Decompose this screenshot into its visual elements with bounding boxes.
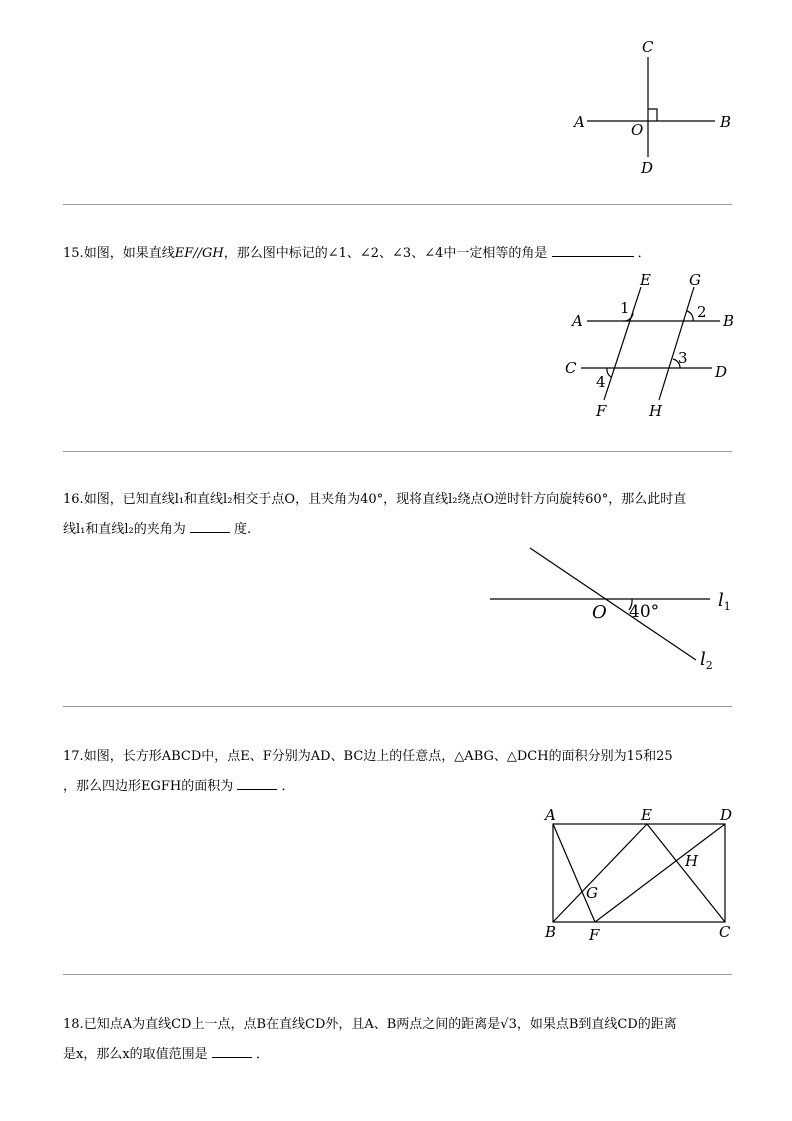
label-b: B (545, 923, 557, 941)
q17-number: 17. (63, 749, 84, 764)
angle-2-arc (687, 311, 693, 321)
q17-line-1 (63, 742, 733, 772)
q16-number: 16. (63, 492, 84, 507)
divider-2 (63, 451, 732, 452)
label-h: H (649, 402, 663, 420)
angle-4-arc (607, 368, 611, 377)
question-16 (63, 485, 733, 545)
q17-line-2 (63, 772, 733, 802)
label-d: D (720, 806, 733, 824)
segment-af (553, 824, 595, 922)
q15-math: EF//GH (174, 246, 224, 261)
label-angle-4: 4 (596, 373, 606, 391)
q18-answer-blank[interactable] (212, 1043, 252, 1058)
q15-text-before: 如图，如果直线 (83, 246, 175, 261)
q17-text-2a: ，那么四边形EGFH的面积为 (63, 779, 234, 794)
label-e: E (640, 271, 651, 289)
label-angle-40: 40° (629, 602, 660, 622)
fig14-perpendicular-lines (560, 35, 750, 185)
label-g: G (689, 271, 701, 289)
label-l2: $l_2$ (700, 649, 713, 672)
label-d: D (715, 363, 728, 381)
line-gh (659, 287, 694, 400)
label-h: H (685, 852, 699, 870)
segment-fd (595, 824, 725, 922)
label-e: E (641, 806, 652, 824)
label-c: C (719, 923, 731, 941)
label-a: A (574, 113, 585, 131)
divider-1 (63, 204, 732, 205)
q18-text-1: 已知点A为直线CD上一点，点B在直线CD外，且A、B两点之间的距离是√3，如果点B到直线CD的距离 (83, 1017, 677, 1032)
label-c: C (565, 359, 577, 377)
label-angle-1: 1 (620, 299, 630, 317)
question-15 (63, 239, 733, 269)
label-f: F (589, 926, 600, 944)
divider-4 (63, 974, 732, 975)
segment-ec (647, 824, 725, 922)
label-a: A (545, 806, 556, 824)
question-17 (63, 742, 733, 802)
q17-text-1: 如图，长方形ABCD中，点E、F分别为AD、BC边上的任意点，△ABG、△DCH的面积分别为15和25 (83, 749, 673, 764)
q16-answer-blank[interactable] (190, 518, 230, 533)
q15-number: 15. (63, 246, 84, 261)
right-angle-mark (648, 109, 657, 121)
label-angle-2: 2 (697, 303, 707, 321)
q16-text-2a: 线l₁和直线l₂的夹角为 (63, 522, 186, 537)
label-c: C (642, 38, 654, 56)
label-b: B (720, 113, 732, 131)
q18-number: 18. (63, 1017, 84, 1032)
fig15-parallel-lines (560, 270, 750, 425)
divider-3 (63, 706, 732, 707)
q17-text-2b: ． (281, 779, 295, 794)
label-a: A (572, 312, 583, 330)
label-b: B (723, 312, 735, 330)
q18-text-2a: 是x，那么x的取值范围是 (63, 1047, 208, 1062)
label-o: O (631, 121, 644, 139)
q15-answer-blank[interactable] (552, 242, 634, 257)
label-d: D (641, 159, 654, 177)
label-g: G (586, 884, 598, 902)
q18-line-1 (63, 1010, 733, 1040)
label-l1: $l_1$ (718, 590, 731, 613)
q18-line-2 (63, 1040, 733, 1070)
label-o: O (592, 602, 607, 623)
q16-text-1: 如图，已知直线l₁和直线l₂相交于点O，且夹角为40°，现将直线l₂绕点O逆时针方向旋转60°，那么此时直 (83, 492, 687, 507)
segment-eb (553, 824, 647, 922)
q15-text-after: ，那么图中标记的∠1、∠2、∠3、∠4中一定相等的角是 (223, 246, 548, 261)
q18-text-2b: ． (255, 1047, 269, 1062)
fig17-rectangle (535, 800, 745, 950)
rectangle-abcd (553, 824, 725, 922)
q15-end: ． (637, 246, 651, 261)
q16-line-1 (63, 485, 733, 515)
label-angle-3: 3 (678, 349, 688, 367)
label-f: F (596, 402, 607, 420)
fig16-intersecting-lines (480, 540, 750, 680)
q16-text-2b: 度. (234, 522, 252, 537)
q17-answer-blank[interactable] (237, 775, 277, 790)
line-l2 (530, 548, 696, 660)
question-18 (63, 1010, 733, 1070)
